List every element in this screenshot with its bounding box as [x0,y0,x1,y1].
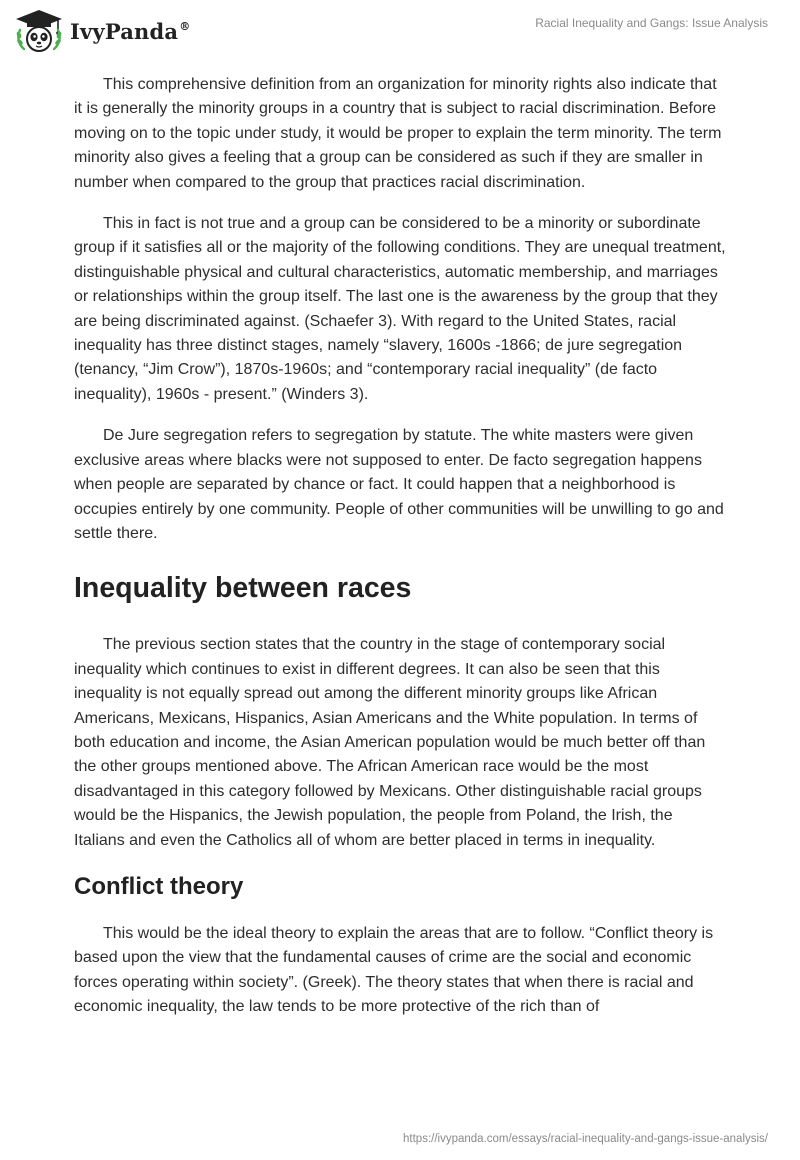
paragraph-conflict-theory: This would be the ideal theory to explain the areas that are to follow. “Conflict theory is based upon the view that the fundamental causes of crime are the social and economic forces operating within society”. (Greek). The theory states that when there is racial and economic inequality, the law tends to be more protective of the rich than of [74,924,714,1016]
paragraph-minority-conditions: This in fact is not true and a group can be considered to be a minority or subordinate group if it satisfies all or the majority of the following conditions. They are unequal treatment, distinguishable physical and cultural characteristics, automatic membership, and marriages or relationships within the group itself. The last one is the awareness by the group that they are being discriminated against. (Schaefer 3). With regard to the United States, racial inequality has three distinct stages, namely “slavery, 1600s -1866; de jure segregation (tenancy, “Jim Crow”), 1870s-1960s; and “contemporary racial inequality” (de facto inequality), 1960s - present.” (Winders 3). [74,215,726,403]
source-url[interactable]: https://ivypanda.com/essays/racial-inequality-and-gangs-issue-analysis/ [403,1133,768,1145]
article-body [74,73,726,1037]
heading-conflict-theory: Conflict theory [74,872,244,900]
paragraph-minority-definition: This comprehensive definition from an organization for minority rights also indicate that it is generally the minority groups in a country that is subject to racial discrimination. Before moving on to the topic under study, it would be proper to explain the term minority. The term minority also gives a feeling that a group can be considered as such if they are smaller in number when compared to the group that practices racial discrimination. [74,76,722,191]
paragraph-inequality: The previous section states that the country in the stage of contemporary social inequality which continues to exist in different degrees. It can also be seen that this inequality is not equally spread out among the different minority groups like African Americans, Mexicans, Hispanics, Asian Americans and the White population. In terms of both education and income, the Asian American population would be much better off than the other groups mentioned above. The African American race would be the most disadvantaged in this category followed by Mexicans. Other distinguishable racial groups would be the Hispanics, the Jewish population, the people from Poland, the Irish, the Italians and even the Catholics all of whom are better placed in terms in inequality. [74,636,706,849]
panda-graduate-icon [14,8,64,54]
heading-inequality-between-races: Inequality between races [74,572,412,605]
ivypanda-logo[interactable] [14,8,190,54]
document-title: Racial Inequality and Gangs: Issue Analysis [535,16,768,30]
page-header [0,0,800,64]
paragraph-segregation: De Jure segregation refers to segregation by statute. The white masters were given exclusive areas where blacks were not supposed to enter. De facto segregation happens when people are separated by chance or fact. It could happen that a neighborhood is occupies entirely by one community. People of other communities will be unwilling to go and settle there. [74,427,724,542]
logo-text: IvyPanda® [70,18,191,44]
